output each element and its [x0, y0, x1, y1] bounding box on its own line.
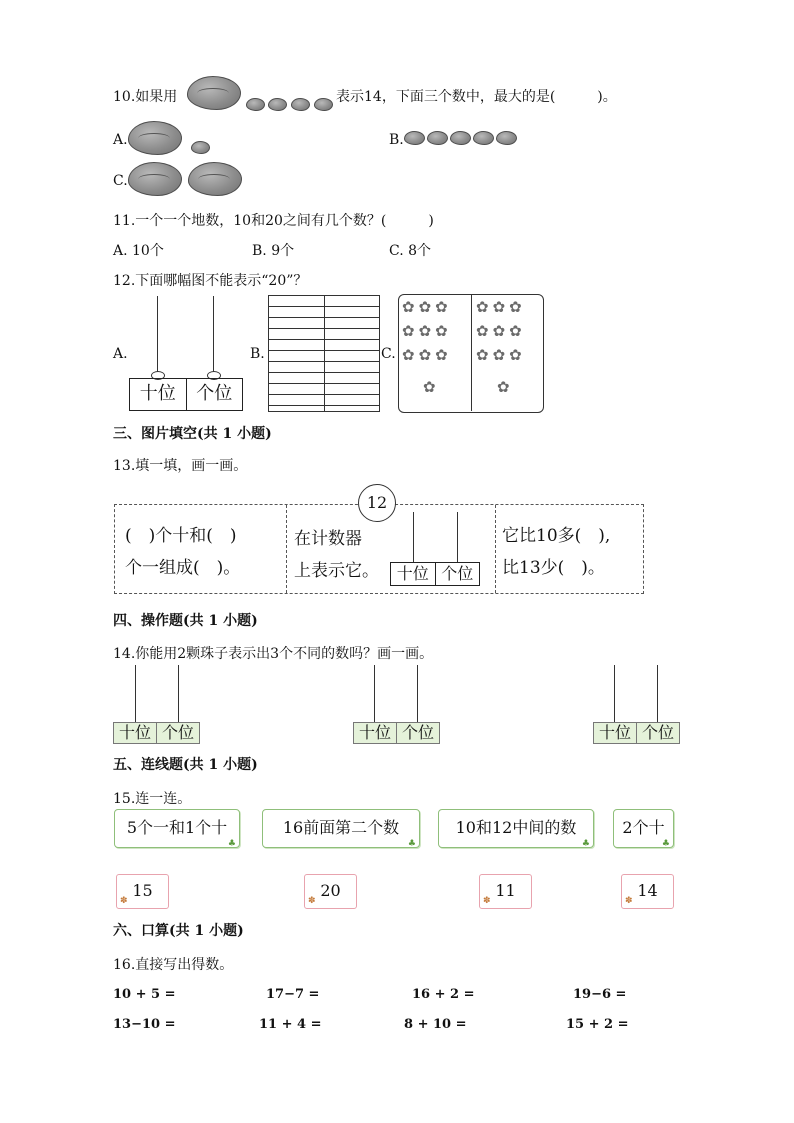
q12-option-c-label: C. — [381, 346, 396, 362]
q16-stem: 16.直接写出得数。 — [113, 957, 234, 973]
match-card-top[interactable] — [613, 809, 674, 848]
abacus-rod-ones[interactable] — [657, 665, 658, 722]
abacus-rod-ones[interactable] — [178, 665, 179, 722]
abacus-place-box — [113, 722, 200, 744]
bundles-of-sticks-image — [268, 295, 380, 412]
small-rock-icon — [450, 131, 471, 145]
small-rock-icon — [314, 98, 333, 111]
q15-stem: 15.连一连。 — [113, 791, 192, 807]
q11-option-a: A. 10个 — [113, 243, 164, 259]
number-circle: 12 — [358, 484, 396, 522]
tens-label: 十位 — [118, 723, 151, 742]
hedgehog-icon: ✽ — [120, 896, 128, 906]
q10-prefix: 10.如果用 — [113, 89, 178, 105]
abacus-rod-tens[interactable] — [135, 665, 136, 722]
arithmetic-problem[interactable]: 8 + 10 = — [404, 1017, 467, 1032]
section-3-heading: 三、图片填空(共 1 小题) — [113, 426, 272, 442]
match-card-label: 20 — [320, 881, 341, 900]
q12-stem: 12.下面哪幅图不能表示“20”？ — [113, 273, 308, 289]
small-rock-icon — [427, 131, 448, 145]
q13-stem: 13.填一填，画一画。 — [113, 458, 248, 474]
small-rock-icon — [473, 131, 494, 145]
q10-suffix: 表示14，下面三个数中，最大的是( )。 — [336, 89, 617, 105]
match-card-bottom[interactable] — [116, 874, 169, 909]
big-rock-icon — [128, 162, 182, 196]
flower-icon: ✿✿✿ — [402, 322, 452, 340]
abacus-place-box — [593, 722, 680, 744]
match-card-top[interactable] — [114, 809, 240, 848]
hedgehog-icon: ✽ — [625, 896, 633, 906]
tens-label: 十位 — [598, 723, 631, 742]
divider — [324, 296, 325, 411]
q10-option-b-label: B. — [389, 132, 404, 148]
small-rock-icon — [496, 131, 517, 145]
q14-stem: 14.你能用2颗珠子表示出3个不同的数吗？画一画。 — [113, 646, 434, 662]
small-rock-icon — [404, 131, 425, 145]
hedgehog-icon: ✽ — [483, 896, 491, 906]
q13-right-line-1[interactable]: 它比10多( ), — [502, 526, 611, 546]
flowers-image — [398, 294, 544, 413]
match-card-label: 16前面第二个数 — [282, 818, 400, 837]
tens-label: 十位 — [139, 383, 176, 404]
flower-icon: ✿✿✿ — [476, 346, 526, 364]
q11-option-c: C. 8个 — [389, 243, 432, 259]
divider — [286, 505, 287, 593]
ones-label: 个位 — [186, 379, 243, 410]
arithmetic-problem[interactable]: 15 + 2 = — [566, 1017, 629, 1032]
q13-left-line-1[interactable]: ( )个十和( ) — [125, 526, 237, 546]
q11-stem: 11.一个一个地数，10和20之间有几个数？( ) — [113, 213, 434, 229]
section-6-heading: 六、口算(共 1 小题) — [113, 923, 244, 939]
match-card-top[interactable] — [262, 809, 420, 848]
match-card-label: 14 — [637, 881, 658, 900]
ones-label: 个位 — [396, 723, 439, 743]
small-rock-icon — [268, 98, 287, 111]
abacus-place-box — [129, 378, 243, 411]
sprout-icon: ♣ — [407, 839, 416, 849]
divider — [495, 505, 496, 593]
abacus-rod-tens[interactable] — [614, 665, 615, 722]
sprout-icon: ♣ — [581, 839, 590, 849]
match-card-bottom[interactable] — [304, 874, 357, 909]
q13-right-line-2[interactable]: 比13少( )。 — [502, 558, 605, 578]
ones-label: 个位 — [156, 723, 199, 743]
big-rock-icon — [187, 76, 241, 110]
big-rock-icon — [188, 162, 242, 196]
match-card-label: 15 — [132, 881, 153, 900]
section-5-heading: 五、连线题(共 1 小题) — [113, 757, 258, 773]
match-card-label: 10和12中间的数 — [455, 818, 577, 837]
ones-label: 个位 — [435, 563, 480, 585]
tens-label: 十位 — [396, 564, 429, 583]
q10-option-c-label: C. — [113, 173, 128, 189]
flower-icon: ✿✿✿ — [476, 322, 526, 340]
arithmetic-problem[interactable]: 13−10 = — [113, 1017, 176, 1032]
abacus-rod-ones — [213, 296, 214, 372]
arithmetic-problem[interactable]: 19−6 = — [573, 987, 627, 1002]
hedgehog-icon: ✽ — [308, 896, 316, 906]
small-rock-icon — [291, 98, 310, 111]
tens-label: 十位 — [358, 723, 391, 742]
sprout-icon: ♣ — [661, 839, 670, 849]
arithmetic-problem[interactable]: 17−7 = — [266, 987, 320, 1002]
q12-option-a-label: A. — [113, 346, 128, 362]
match-card-bottom[interactable] — [479, 874, 532, 909]
abacus-rod-ones[interactable] — [417, 665, 418, 722]
q10-option-a-label: A. — [113, 132, 128, 148]
match-card-label: 2个十 — [622, 818, 665, 837]
abacus-rod-tens — [157, 296, 158, 372]
match-card-label: 5个一和1个十 — [126, 818, 228, 837]
q11-option-b: B. 9个 — [252, 243, 295, 259]
q13-mid-line-1: 在计数器 — [294, 529, 362, 549]
arithmetic-problem[interactable]: 16 + 2 = — [412, 987, 475, 1002]
flower-icon: ✿✿✿ — [476, 298, 526, 316]
flower-icon: ✿ — [423, 378, 436, 396]
abacus-place-box — [353, 722, 440, 744]
ones-label: 个位 — [636, 723, 679, 743]
abacus-place-box — [390, 562, 480, 586]
q12-option-b-label: B. — [250, 346, 265, 362]
flower-icon: ✿ — [497, 378, 510, 396]
divider — [471, 295, 472, 411]
match-card-label: 11 — [495, 881, 516, 900]
match-card-top[interactable] — [438, 809, 594, 848]
arithmetic-problem[interactable]: 10 + 5 = — [113, 987, 176, 1002]
arithmetic-problem[interactable]: 11 + 4 = — [259, 1017, 322, 1032]
flower-icon: ✿✿✿ — [402, 346, 452, 364]
abacus-rod-tens[interactable] — [374, 665, 375, 722]
q13-left-line-2[interactable]: 个一组成( )。 — [125, 558, 241, 578]
abacus-rod-tens[interactable] — [413, 512, 414, 563]
small-rock-icon — [191, 141, 210, 154]
section-4-heading: 四、操作题(共 1 小题) — [113, 613, 258, 629]
big-rock-icon — [128, 121, 182, 155]
small-rock-icon — [246, 98, 265, 111]
abacus-rod-ones[interactable] — [457, 512, 458, 563]
sprout-icon: ♣ — [227, 839, 236, 849]
match-card-bottom[interactable] — [621, 874, 674, 909]
q13-mid-line-2: 上表示它。 — [294, 561, 379, 581]
flower-icon: ✿✿✿ — [402, 298, 452, 316]
